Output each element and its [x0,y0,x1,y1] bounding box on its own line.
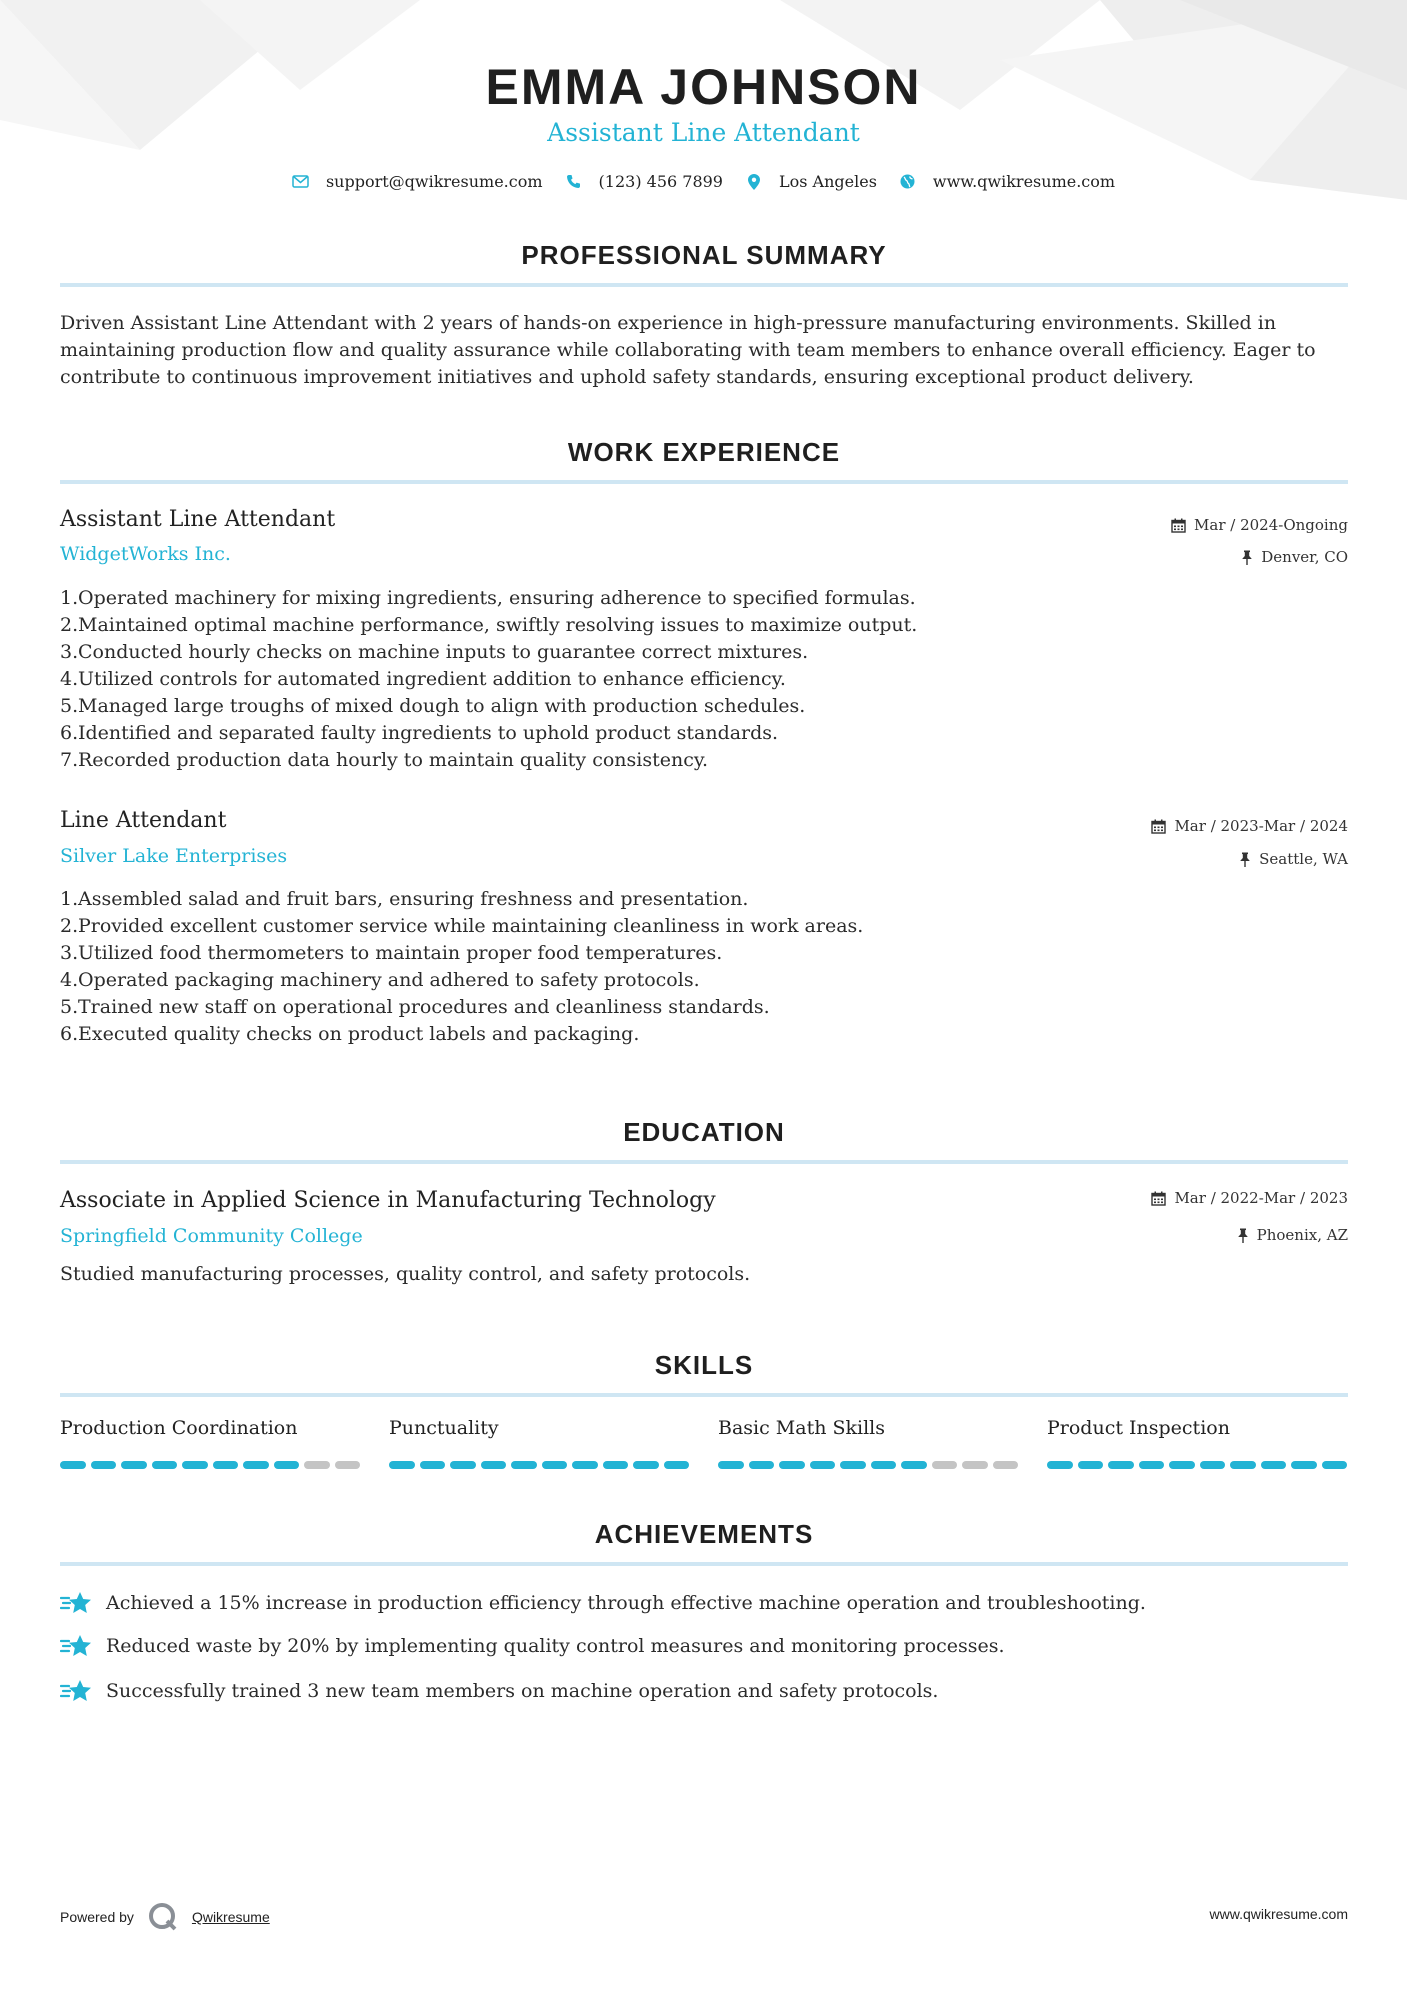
skill-name: Punctuality [389,1417,499,1439]
skill-level-segment [932,1461,958,1469]
duty-item [60,666,1260,693]
star-icon [60,1632,94,1660]
duty-number: 5. [60,695,79,717]
duty-number: 6. [60,1023,79,1045]
duty-text: Maintained optimal machine performance, swiftly resolving issues to maximize output. [78,614,918,636]
job-company: WidgetWorks Inc. [60,543,231,565]
skill-level-segment [779,1461,805,1469]
skill-level-segment [1108,1461,1134,1469]
experience-heading: WORK EXPERIENCE [567,437,841,467]
envelope-icon [292,173,310,191]
duty-number: 4. [60,668,79,690]
skill-level-segment [335,1461,361,1469]
job-title: Assistant Line Attendant [60,507,336,532]
job-dates-text: Mar / 2023-Mar / 2024 [1174,817,1348,835]
pushpin-icon [1237,1228,1249,1243]
duty-text: Trained new staff on operational procedures and cleanliness standards. [78,996,770,1018]
education-school: Springfield Community College [60,1225,363,1247]
job-location-text: Denver, CO [1261,548,1348,566]
job-duties-list [60,886,1260,1048]
job-dates [1171,516,1348,534]
duty-number: 2. [60,614,79,636]
skill-level-segment [1139,1461,1165,1469]
skill-level-bar [389,1461,689,1469]
skill-level-segment [481,1461,507,1469]
job-dates-text: Mar / 2024-Ongoing [1194,516,1348,534]
skill-level-segment [60,1461,86,1469]
contact-bar [0,172,1407,191]
duty-text: Assembled salad and fruit bars, ensuring freshness and presentation. [78,888,749,910]
achievement-item [60,1632,1005,1660]
duty-number: 2. [60,915,79,937]
pushpin-icon [1241,550,1253,565]
duty-item [60,747,1260,774]
skill-name: Basic Math Skills [718,1417,886,1439]
skill-level-segment [1291,1461,1317,1469]
duty-item [60,967,1260,994]
skill-level-segment [664,1461,690,1469]
duty-item [60,720,1260,747]
duty-number: 1. [60,888,79,910]
skill-level-segment [1230,1461,1256,1469]
achievement-text: Reduced waste by 20% by implementing quality control measures and monitoring processes. [106,1635,1005,1657]
skill-level-segment [91,1461,117,1469]
achievements-divider [60,1562,1348,1566]
footer-powered-by [60,1902,270,1932]
job-dates [1151,817,1348,835]
contact-location [745,172,877,191]
education-divider [60,1160,1348,1164]
contact-email-text: support@qwikresume.com [325,172,543,191]
footer-website[interactable]: www.qwikresume.com [1209,1906,1348,1922]
skill-level-segment [962,1461,988,1469]
duty-text: Operated machinery for mixing ingredients, ensuring adherence to specified formulas. [78,587,916,609]
skill-level-segment [420,1461,446,1469]
calendar-icon [1151,819,1166,834]
duty-text: Executed quality checks on product labels and packaging. [78,1023,640,1045]
skill-level-segment [1169,1461,1195,1469]
skill-level-segment [182,1461,208,1469]
skill-level-segment [511,1461,537,1469]
duty-number: 1. [60,587,79,609]
skill-level-segment [1261,1461,1287,1469]
skill-level-segment [718,1461,744,1469]
contact-phone[interactable] [565,172,723,191]
skill-level-segment [871,1461,897,1469]
duty-item [60,886,1260,913]
duty-number: 4. [60,969,79,991]
skill-level-segment [121,1461,147,1469]
duty-text: Conducted hourly checks on machine inputs to guarantee correct mixtures. [78,641,809,663]
skill-name: Product Inspection [1047,1417,1230,1439]
achievement-text: Successfully trained 3 new team members on machine operation and safety protocols. [106,1680,939,1702]
skill-level-segment [1078,1461,1104,1469]
skill-name: Production Coordination [60,1417,298,1439]
job-location [1239,850,1348,868]
skill-level-segment [901,1461,927,1469]
duty-text: Operated packaging machinery and adhered to safety protocols. [78,969,700,991]
duty-text: Provided excellent customer service while maintaining cleanliness in work areas. [78,915,864,937]
skill-level-segment [749,1461,775,1469]
skill-level-segment [1047,1461,1073,1469]
skill-level-bar [718,1461,1018,1469]
star-icon [60,1589,94,1617]
skill-level-bar [1047,1461,1347,1469]
skill-level-segment [840,1461,866,1469]
duty-item [60,639,1260,666]
summary-heading: PROFESSIONAL SUMMARY [521,240,887,270]
skill-level-segment [1200,1461,1226,1469]
duty-text: Recorded production data hourly to maintain quality consistency. [78,749,709,771]
duty-item [60,693,1260,720]
achievement-item [60,1589,1146,1617]
skill-level-segment [304,1461,330,1469]
qwikresume-logo-icon [148,1902,178,1932]
skill-level-segment [572,1461,598,1469]
skill-level-segment [993,1461,1019,1469]
duty-number: 3. [60,641,79,663]
education-description: Studied manufacturing processes, quality control, and safety protocols. [60,1263,751,1285]
skill-item [60,1417,360,1469]
job-title: Line Attendant [60,808,227,833]
skills-heading: SKILLS [654,1350,754,1380]
star-icon [60,1677,94,1705]
job-company: Silver Lake Enterprises [60,845,288,867]
duty-item [60,585,1260,612]
qwikresume-link[interactable]: Qwikresume [191,1909,270,1925]
duty-text: Identified and separated faulty ingredients to uphold product standards. [78,722,779,744]
skill-item [1047,1417,1347,1469]
duty-item [60,994,1260,1021]
pushpin-icon [1239,852,1251,867]
contact-website[interactable] [899,172,1115,191]
summary-text: Driven Assistant Line Attendant with 2 years of hands-on experience in high-pressure manufacturing environments. Skilled in maintaining production flow and quality assurance while collaborating with team members to enhance overall efficiency. Eager to contribute to continuous improvement initiatives and uphold safety standards, ensuring exceptional product delivery. [60,312,1316,388]
phone-icon [565,173,583,191]
skill-item [389,1417,689,1469]
skill-level-segment [633,1461,659,1469]
experience-divider [60,480,1348,484]
skills-divider [60,1393,1348,1397]
summary-divider [60,283,1348,287]
duty-item [60,940,1260,967]
duty-number: 7. [60,749,79,771]
education-heading: EDUCATION [623,1117,785,1147]
calendar-icon [1171,518,1186,533]
job-duties-list [60,585,1260,774]
contact-email[interactable] [292,172,543,191]
contact-phone-text: (123) 456 7899 [598,172,723,191]
powered-by-label: Powered by [60,1909,134,1925]
education-dates-text: Mar / 2022-Mar / 2023 [1174,1189,1348,1207]
education-degree: Associate in Applied Science in Manufacturing Technology [60,1188,716,1213]
skill-level-segment [243,1461,269,1469]
duty-item [60,612,1260,639]
achievement-item [60,1677,938,1705]
education-dates [1151,1189,1348,1207]
job-location-text: Seattle, WA [1259,850,1348,868]
skill-level-segment [603,1461,629,1469]
skill-level-segment [152,1461,178,1469]
skill-level-segment [450,1461,476,1469]
duty-text: Utilized food thermometers to maintain proper food temperatures. [78,942,723,964]
duty-number: 5. [60,996,79,1018]
skill-level-segment [810,1461,836,1469]
skill-level-segment [389,1461,415,1469]
duty-item [60,913,1260,940]
education-location-text: Phoenix, AZ [1256,1226,1348,1244]
duty-item [60,1021,1260,1048]
candidate-name: EMMA JOHNSON [485,59,922,115]
achievement-text: Achieved a 15% increase in production efficiency through effective machine operation and troubleshooting. [106,1592,1146,1614]
duty-number: 3. [60,942,79,964]
map-pin-icon [745,173,763,191]
education-location [1237,1226,1348,1244]
duty-text: Utilized controls for automated ingredient addition to enhance efficiency. [78,668,786,690]
contact-location-text: Los Angeles [778,172,877,191]
skill-level-segment [542,1461,568,1469]
calendar-icon [1151,1191,1166,1206]
contact-website-text: www.qwikresume.com [932,172,1116,191]
skill-level-bar [60,1461,360,1469]
skill-level-segment [213,1461,239,1469]
skill-level-segment [1322,1461,1348,1469]
job-location [1241,548,1348,566]
duty-text: Managed large troughs of mixed dough to align with production schedules. [78,695,806,717]
duty-number: 6. [60,722,79,744]
candidate-title: Assistant Line Attendant [547,118,860,147]
achievements-heading: ACHIEVEMENTS [594,1519,814,1549]
skill-level-segment [274,1461,300,1469]
globe-icon [899,173,917,191]
skill-item [718,1417,1018,1469]
